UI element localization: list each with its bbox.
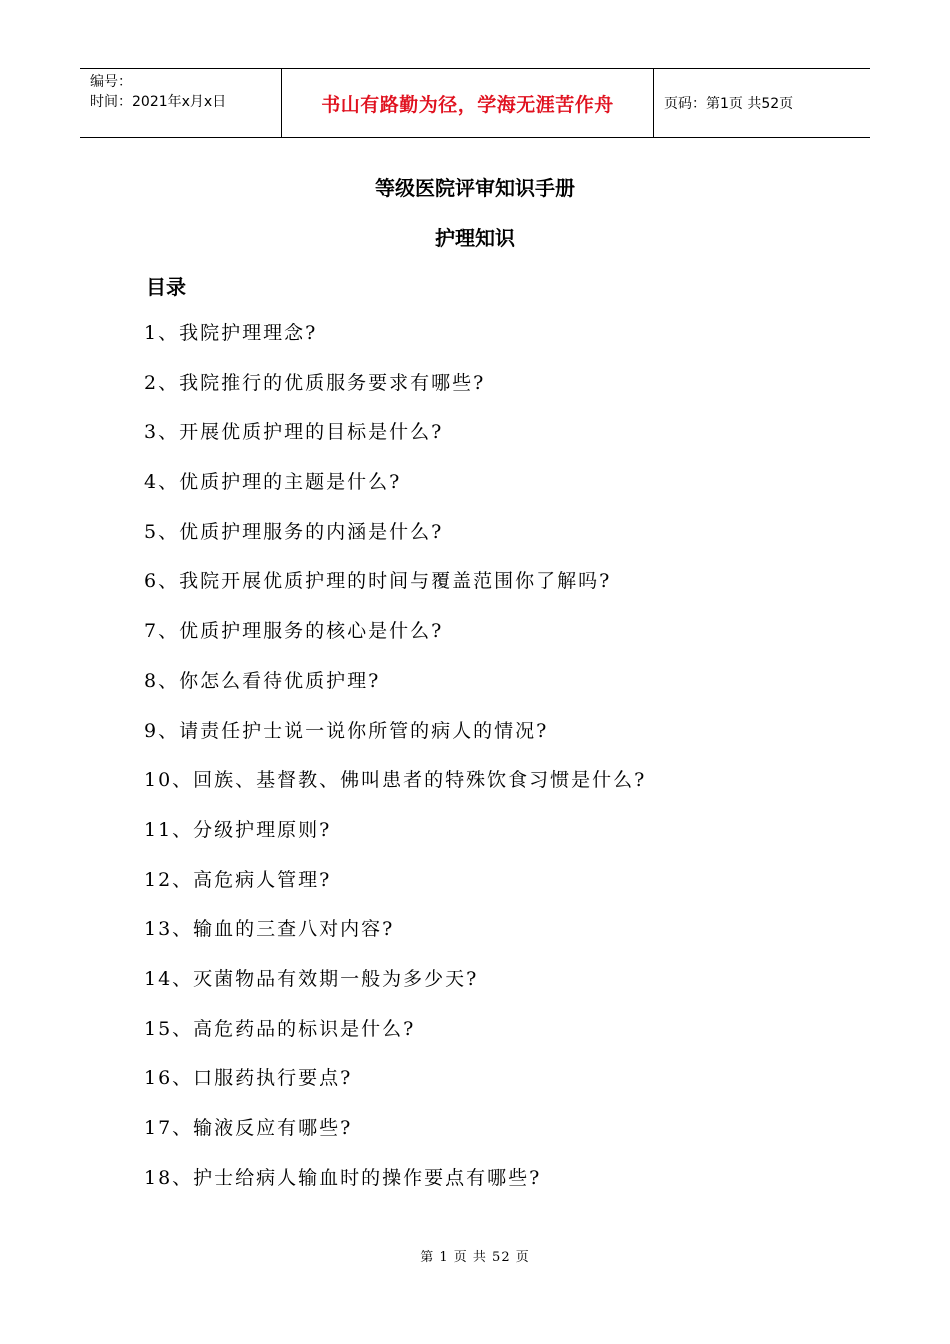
toc-item: 18、护士给病人输血时的操作要点有哪些? — [144, 1166, 542, 1189]
toc-item: 8、你怎么看待优质护理? — [144, 669, 381, 692]
document-title: 等级医院评审知识手册 — [375, 176, 575, 200]
header-meta — [80, 69, 282, 137]
toc-item: 15、高危药品的标识是什么? — [144, 1017, 416, 1040]
document-subtitle: 护理知识 — [435, 226, 515, 250]
toc-item: 13、输血的三查八对内容? — [144, 918, 395, 941]
toc-item: 17、输液反应有哪些? — [144, 1117, 353, 1139]
header-date: 时间：2021年x月x日 — [90, 94, 227, 110]
document-header — [80, 68, 870, 138]
header-number-label: 编号： — [90, 74, 132, 90]
toc-item: 2、我院推行的优质服务要求有哪些? — [144, 371, 486, 394]
toc-item: 14、灭菌物品有效期一般为多少天? — [144, 967, 479, 990]
toc-item: 11、分级护理原则? — [144, 818, 332, 841]
toc-item: 9、请责任护士说一说你所管的病人的情况? — [144, 719, 549, 742]
toc-item: 3、开展优质护理的目标是什么? — [144, 421, 444, 444]
table-of-contents — [144, 318, 646, 1212]
page-footer: 第 1 页 共 52 页 — [420, 1250, 530, 1265]
toc-item: 1、我院护理理念? — [144, 322, 318, 344]
header-page-info: 页码：第1页 共52页 — [664, 96, 794, 112]
toc-item: 5、优质护理服务的内涵是什么? — [144, 520, 444, 543]
toc-item: 6、我院开展优质护理的时间与覆盖范围你了解吗? — [144, 570, 612, 593]
toc-item: 10、回族、基督教、佛叫患者的特殊饮食习惯是什么? — [144, 769, 647, 792]
toc-heading: 目录 — [146, 275, 186, 299]
toc-item: 4、优质护理的主题是什么? — [144, 471, 402, 494]
toc-item: 7、优质护理服务的核心是什么? — [144, 620, 444, 643]
header-motto: 书山有路勤为径，学海无涯苦作舟 — [282, 69, 654, 137]
toc-item: 12、高危病人管理? — [144, 868, 332, 891]
toc-item: 16、口服药执行要点? — [144, 1067, 353, 1090]
